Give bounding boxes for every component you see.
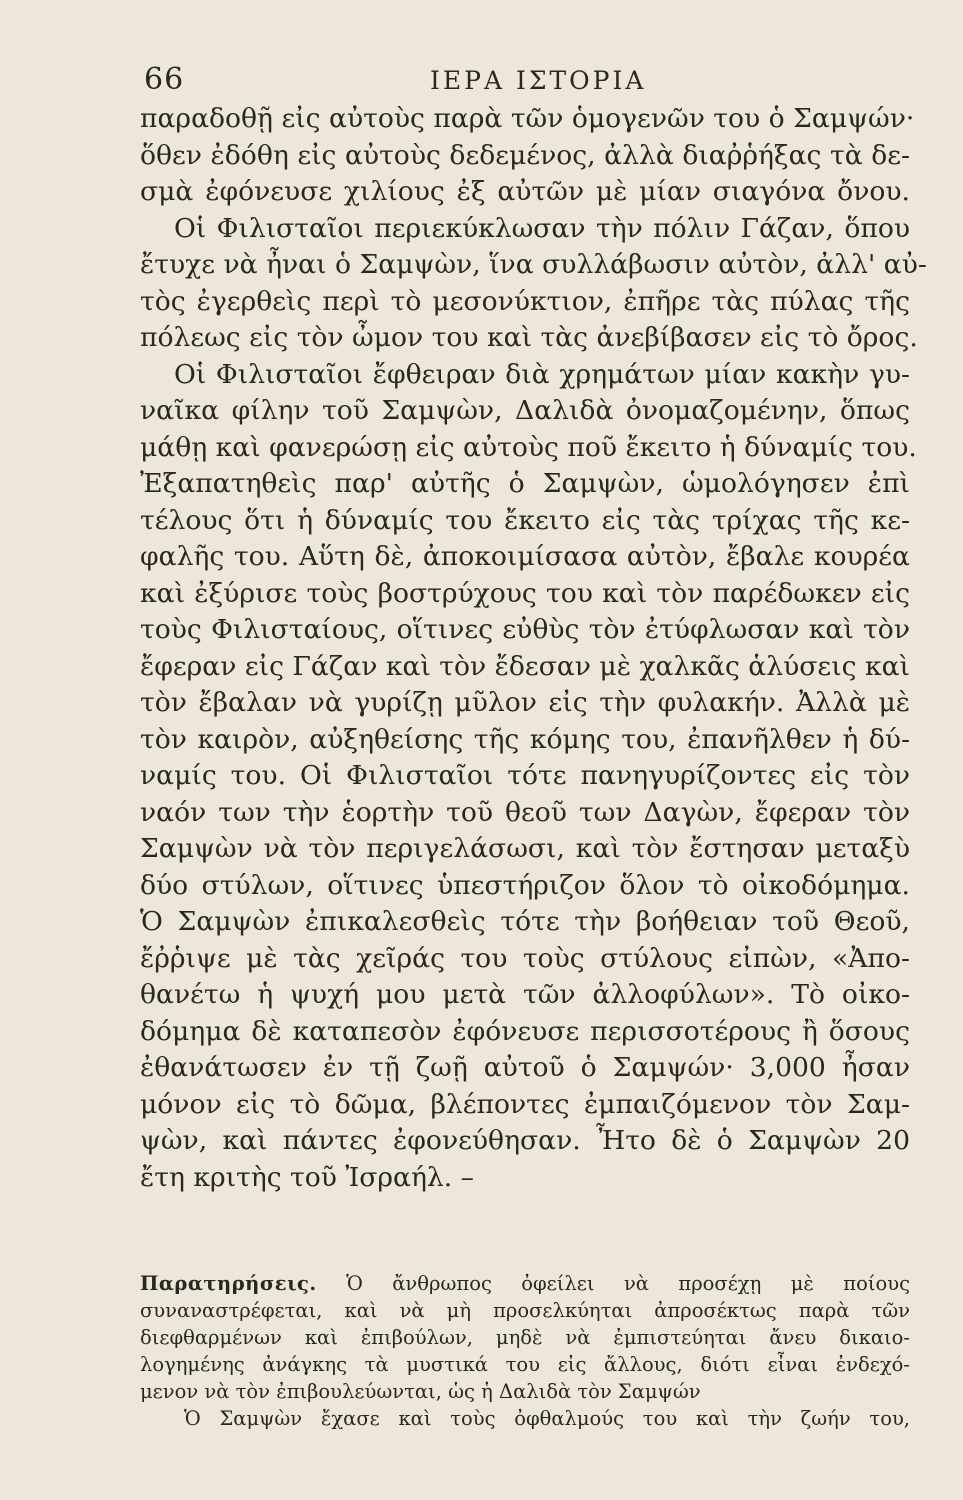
- page-number: 66: [144, 62, 185, 97]
- text-line: καὶ ἐξύρισε τοὺς βοστρύχους του καὶ τὸν παρέδωκεν εἰς: [140, 577, 910, 609]
- observations-section: [140, 1270, 910, 1432]
- text-line: τοὺς Φιλισταίους, οἵτινες εὐθὺς τὸν ἐτύφλωσαν καὶ τὸν: [140, 614, 910, 645]
- text-line: ναῖκα φίλην τοῦ Σαμψὼν, Δαλιδὰ ὀνομαζομένην, ὅπως: [140, 395, 910, 426]
- text-line: μόνον εἰς τὸ δῶμα, βλέποντες ἐμπαιζόμενον τὸν Σαμ-: [140, 1088, 910, 1120]
- text-line: ἔῤῥιψε μὲ τὰς χεῖράς του τοὺς στύλους εἰπὼν, «Ἀπο-: [140, 942, 910, 974]
- text-line: Ἐξαπατηθεὶς παρ' αὐτῆς ὁ Σαμψὼν, ὡμολόγησεν ἐπὶ: [140, 468, 910, 499]
- observations-line: μενον νὰ τὸν ἐπιβουλεύωνται, ὡς ἡ Δαλιδὰ τὸν Σαμψών: [140, 1380, 701, 1403]
- text-line: ναμίς του. Οἱ Φιλισταῖοι τότε πανηγυρίζοντες εἰς τὸν: [140, 760, 910, 791]
- text-line: παραδοθῇ εἰς αὐτοὺς παρὰ τῶν ὁμογενῶν του ὁ Σαμψών·: [140, 103, 915, 134]
- observations-first-line: [140, 1270, 910, 1297]
- observations-label: Παρατηρήσεις.: [140, 1272, 317, 1295]
- observations-first-line-text: Ὁ ἄνθρωπος ὀφείλει νὰ προσέχῃ μὲ ποίους: [346, 1272, 910, 1295]
- body-text: [140, 101, 927, 1196]
- text-line: τὸς ἐγερθεὶς περὶ τὸ μεσονύκτιον, ἐπῆρε τὰς πύλας τῆς: [140, 285, 910, 317]
- text-line: θανέτω ἡ ψυχή μου μετὰ τῶν ἀλλοφύλων». Τὸ οἰκο-: [140, 979, 910, 1010]
- text-line: ὅθεν ἐδόθη εἰς αὐτοὺς δεδεμένος, ἀλλὰ διαῤῥήξας τὰ δε-: [140, 139, 910, 171]
- text-line: τέλους ὅτι ἡ δύναμίς του ἔκειτο εἰς τὰς τρίχας τῆς κε-: [140, 504, 910, 536]
- text-line: δύο στύλων, οἵτινες ὑπεστήριζον ὅλον τὸ οἰκοδόμημα.: [140, 869, 910, 901]
- text-line: Σαμψὼν νὰ τὸν περιγελάσωσι, καὶ τὸν ἔστησαν μεταξὺ: [140, 833, 910, 864]
- text-line: Οἱ Φιλισταῖοι ἔφθειραν διὰ χρημάτων μίαν κακὴν γυ-: [174, 358, 910, 390]
- text-line: Οἱ Φιλισταῖοι περιεκύκλωσαν τὴν πόλιν Γάζαν, ὅπου: [174, 212, 910, 244]
- text-line: Ὁ Σαμψὼν ἐπικαλεσθεὶς τότε τὴν βοήθειαν τοῦ Θεοῦ,: [140, 906, 910, 937]
- text-line: ψὼν, καὶ πάντες ἐφονεύθησαν. Ἦτο δὲ ὁ Σαμψὼν 20: [140, 1125, 910, 1156]
- text-line: δόμημα δὲ καταπεσὸν ἐφόνευσε περισσοτέρους ἢ ὅσους: [140, 1015, 910, 1047]
- text-line: πόλεως εἰς τὸν ὦμον του καὶ τὰς ἀνεβίβασεν εἰς τὸ ὄρος.: [140, 322, 918, 353]
- text-line: ἔτη κριτὴς τοῦ Ἰσραήλ. –: [140, 1161, 474, 1193]
- page-header: [140, 62, 900, 102]
- text-line: τὸν καιρὸν, αὐξηθείσης τῆς κόμης του, ἐπανῆλθεν ἡ δύ-: [140, 723, 910, 755]
- observations-line: Ὁ Σαμψὼν ἔχασε καὶ τοὺς ὀφθαλμούς του καὶ τὴν ζωήν του,: [184, 1407, 910, 1430]
- observations-line: συναναστρέφεται, καὶ νὰ μὴ προσελκύηται ἀπροσέκτως παρὰ τῶν: [140, 1299, 910, 1322]
- text-line: ἔτυχε νὰ ἦναι ὁ Σαμψὼν, ἵνα συλλάβωσιν αὐτὸν, ἀλλ' αὐ-: [140, 249, 927, 280]
- text-line: φαλῆς του. Αὕτη δὲ, ἀποκοιμίσασα αὐτὸν, ἔβαλε κουρέα: [140, 541, 910, 572]
- observations-line: διεφθαρμένων καὶ ἐπιβούλων, μηδὲ νὰ ἐμπιστεύηται ἄνευ δικαιο-: [140, 1326, 910, 1349]
- text-line: τὸν ἔβαλαν νὰ γυρίζῃ μῦλον εἰς τὴν φυλακήν. Ἀλλὰ μὲ: [140, 687, 910, 718]
- running-title: ΙΕΡΑ ΙΣΤΟΡΙΑ: [430, 66, 647, 95]
- observations-line: λογημένης ἀνάγκης τὰ μυστικά του εἰς ἄλλους, διότι εἶναι ἐνδεχό-: [140, 1353, 910, 1376]
- text-line: ἐθανάτωσεν ἐν τῇ ζωῇ αὐτοῦ ὁ Σαμψών· 3,000 ἦσαν: [140, 1052, 910, 1083]
- text-line: μάθῃ καὶ φανερώσῃ εἰς αὐτοὺς ποῦ ἔκειτο ἡ δύναμίς του.: [140, 431, 917, 463]
- text-line: ναόν των τὴν ἑορτὴν τοῦ θεοῦ των Δαγὼν, ἔφεραν τὸν: [140, 796, 910, 828]
- text-line: σμὰ ἐφόνευσε χιλίους ἐξ αὐτῶν μὲ μίαν σιαγόνα ὄνου.: [140, 176, 910, 207]
- text-line: ἔφεραν εἰς Γάζαν καὶ τὸν ἔδεσαν μὲ χαλκᾶς ἁλύσεις καὶ: [140, 650, 910, 682]
